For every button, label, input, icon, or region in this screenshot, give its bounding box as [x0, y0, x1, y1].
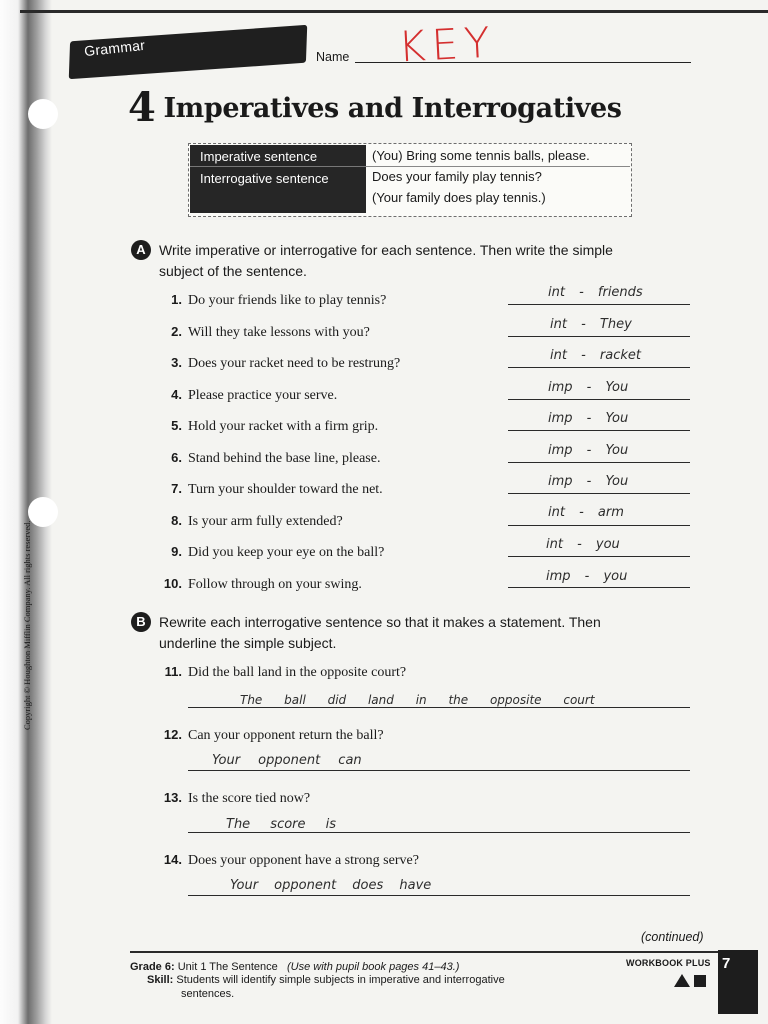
answer-11: The ball did land in the opposite court — [240, 693, 595, 707]
question-7: 7. Turn your shoulder toward the net. — [171, 481, 383, 497]
answer-line — [508, 587, 690, 588]
answer-line — [188, 707, 690, 708]
copyright-notice: Copyright © Houghton Mifflin Company. All rights reserved. — [22, 520, 32, 730]
interrogative-label: Interrogative sentence — [200, 171, 329, 186]
section-a-instructions — [159, 240, 613, 282]
answer-line — [508, 493, 690, 494]
instruction-line: Rewrite each interrogative sentence so that it makes a statement. Then — [159, 614, 601, 630]
section-b-instructions — [159, 612, 601, 654]
imperative-label: Imperative sentence — [200, 149, 318, 164]
question-9: 9. Did you keep your eye on the ball? — [171, 544, 385, 560]
title-text: Imperatives and Interrogatives — [163, 93, 622, 124]
section-b-badge: B — [131, 612, 151, 632]
instruction-line: subject of the sentence. — [159, 263, 307, 279]
answer-2: int - They — [550, 317, 632, 332]
answer-line — [508, 462, 690, 463]
footer-rule — [130, 951, 730, 953]
instruction-line: Write imperative or interrogative for each sentence. Then write the simple — [159, 242, 613, 258]
answer-14: Your opponent does have — [230, 878, 432, 893]
answer-line — [508, 399, 690, 400]
page-number: 7 — [722, 955, 731, 972]
interrogative-example: Does your family play tennis? — [372, 169, 542, 184]
top-rule — [20, 10, 768, 13]
answer-line — [508, 304, 690, 305]
instruction-line: underline the simple subject. — [159, 635, 337, 651]
answer-line — [508, 336, 690, 337]
continued-note: (continued) — [641, 930, 704, 944]
answer-line — [188, 895, 690, 896]
name-value-handwritten: KEY — [396, 17, 497, 72]
answer-8: int - arm — [548, 505, 624, 520]
triangle-square-icon — [672, 972, 712, 993]
question-14: 14. Does your opponent have a strong serve? — [163, 852, 419, 868]
grade-text: Unit 1 The Sentence — [177, 961, 278, 973]
answer-line — [188, 832, 690, 833]
answer-5: imp - You — [548, 411, 629, 426]
answer-4: imp - You — [548, 380, 629, 395]
section-a-badge: A — [131, 240, 151, 260]
answer-1: int - friends — [548, 285, 643, 300]
answer-10: imp - you — [546, 569, 628, 584]
answer-7: imp - You — [548, 474, 629, 489]
grade-label: Grade 6: — [130, 961, 175, 973]
name-label: Name — [316, 50, 350, 64]
answer-12: Your opponent can — [212, 753, 362, 768]
question-11: 11. Did the ball land in the opposite court? — [164, 664, 407, 680]
question-10: 10. Follow through on your swing. — [163, 576, 362, 592]
punch-hole — [28, 99, 58, 129]
answer-line — [188, 770, 690, 771]
question-3: 3. Does your racket need to be restrung? — [171, 355, 401, 371]
question-13: 13. Is the score tied now? — [163, 790, 311, 806]
page-title — [128, 84, 622, 131]
footer-skill-cont: sentences. — [181, 988, 235, 1000]
interrogative-example-statement: (Your family does play tennis.) — [372, 190, 546, 205]
question-5: 5. Hold your racket with a firm grip. — [171, 418, 379, 434]
skill-label: Skill: — [147, 974, 174, 986]
question-2: 2. Will they take lessons with you? — [171, 324, 370, 340]
imperative-example: (You) Bring some tennis balls, please. — [372, 148, 590, 163]
answer-3: int - racket — [550, 348, 641, 363]
answer-13: The score is — [226, 817, 337, 832]
workbook-plus-label: WORKBOOK PLUS — [626, 958, 711, 968]
banner-label: Grammar — [83, 36, 146, 60]
answer-line — [508, 525, 690, 526]
answer-line — [508, 430, 690, 431]
reference-divider — [366, 166, 630, 167]
answer-line — [508, 367, 690, 368]
footer-grade-line — [130, 961, 459, 973]
footer-skill — [147, 974, 505, 986]
answer-6: imp - You — [548, 443, 629, 458]
question-6: 6. Stand behind the base line, please. — [171, 450, 381, 466]
answer-9: int - you — [546, 537, 620, 552]
answer-line — [508, 556, 690, 557]
question-4: 4. Please practice your serve. — [171, 387, 338, 403]
question-8: 8. Is your arm fully extended? — [171, 513, 343, 529]
lesson-number: 4 — [128, 84, 156, 131]
reference-divider — [190, 166, 366, 167]
question-12: 12. Can your opponent return the ball? — [163, 727, 384, 743]
pages-note: (Use with pupil book pages 41–43.) — [286, 961, 460, 973]
skill-text: Students will identify simple subjects in imperative and interrogative — [176, 974, 505, 986]
punch-hole — [28, 497, 58, 527]
question-1: 1. Do your friends like to play tennis? — [171, 292, 387, 308]
